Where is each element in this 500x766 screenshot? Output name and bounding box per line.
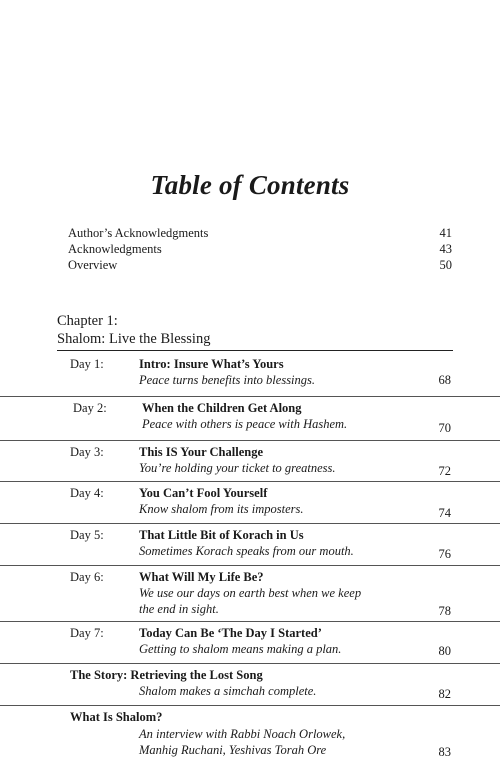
entry-day-label: Day 6: — [70, 570, 104, 584]
entry-subtitle: You’re holding your ticket to greatness. — [139, 461, 336, 475]
toc-entry-what-is-shalom[interactable] — [0, 706, 500, 766]
toc-entry-day-2[interactable] — [0, 397, 500, 441]
entry-page: 68 — [438, 373, 451, 387]
front-matter-label: Author’s Acknowledgments — [68, 226, 209, 240]
front-matter-page: 43 — [439, 242, 452, 256]
entry-day-label: Day 5: — [70, 528, 104, 542]
entry-day-label: Day 4: — [70, 486, 104, 500]
toc-entry-day-3[interactable] — [0, 441, 500, 482]
front-matter-label: Overview — [68, 258, 118, 272]
entry-day-label: Day 7: — [70, 626, 104, 640]
entry-subtitle: Shalom makes a simchah complete. — [139, 684, 317, 698]
entry-page: 82 — [438, 687, 451, 701]
front-matter-page: 50 — [439, 258, 452, 272]
entry-title: When the Children Get Along — [142, 401, 302, 415]
entry-page: 76 — [438, 547, 451, 561]
entry-subtitle-continued: Manhig Ruchani, Yeshivas Torah Ore — [139, 743, 327, 757]
entry-subtitle-continued: the end in sight. — [139, 602, 219, 616]
front-matter-item[interactable] — [68, 225, 452, 241]
entry-title: That Little Bit of Korach in Us — [139, 528, 304, 542]
entry-subtitle: An interview with Rabbi Noach Orlowek, — [139, 727, 346, 741]
entry-page: 80 — [438, 644, 451, 658]
toc-entry-story[interactable] — [0, 664, 500, 706]
toc-entry-day-5[interactable] — [0, 524, 500, 566]
entry-title: Intro: Insure What’s Yours — [139, 357, 284, 371]
entry-page: 78 — [438, 604, 451, 618]
entry-subtitle: Peace with others is peace with Hashem. — [142, 417, 348, 431]
front-matter-item[interactable] — [68, 241, 452, 257]
front-matter-label: Acknowledgments — [68, 242, 162, 256]
front-matter-page: 41 — [439, 226, 452, 240]
entry-title: What Will My Life Be? — [139, 570, 264, 584]
front-matter-item[interactable] — [68, 257, 452, 273]
chapter-divider — [57, 350, 453, 351]
toc-entry-day-1[interactable] — [0, 353, 500, 397]
entry-page: 70 — [438, 421, 451, 435]
entry-subtitle: Know shalom from its imposters. — [139, 502, 304, 516]
entry-title: Today Can Be ‘The Day I Started’ — [139, 626, 322, 640]
toc-entry-day-7[interactable] — [0, 622, 500, 664]
chapter-entries — [0, 353, 500, 766]
entry-title: This IS Your Challenge — [139, 445, 263, 459]
toc-entry-day-4[interactable] — [0, 482, 500, 524]
entry-subtitle: Peace turns benefits into blessings. — [139, 373, 316, 387]
entry-page: 83 — [438, 745, 451, 759]
entry-page: 72 — [438, 464, 451, 478]
chapter-name: Shalom: Live the Blessing — [57, 331, 211, 347]
chapter-heading — [57, 312, 453, 348]
entry-title: The Story: Retrieving the Lost Song — [70, 668, 263, 682]
entry-subtitle: Sometimes Korach speaks from our mouth. — [139, 544, 354, 558]
entry-title: What Is Shalom? — [70, 710, 163, 724]
entry-page: 74 — [438, 506, 451, 520]
entry-subtitle: Getting to shalom means making a plan. — [139, 642, 342, 656]
entry-day-label: Day 1: — [70, 357, 104, 371]
entry-subtitle: We use our days on earth best when we keep — [139, 586, 362, 600]
chapter-number: Chapter 1: — [57, 313, 118, 329]
toc-entry-day-6[interactable] — [0, 566, 500, 622]
entry-title: You Can’t Fool Yourself — [139, 486, 268, 500]
page-title: Table of Contents — [150, 170, 350, 200]
entry-day-label: Day 2: — [73, 401, 107, 415]
entry-day-label: Day 3: — [70, 445, 104, 459]
front-matter-list — [68, 225, 452, 273]
